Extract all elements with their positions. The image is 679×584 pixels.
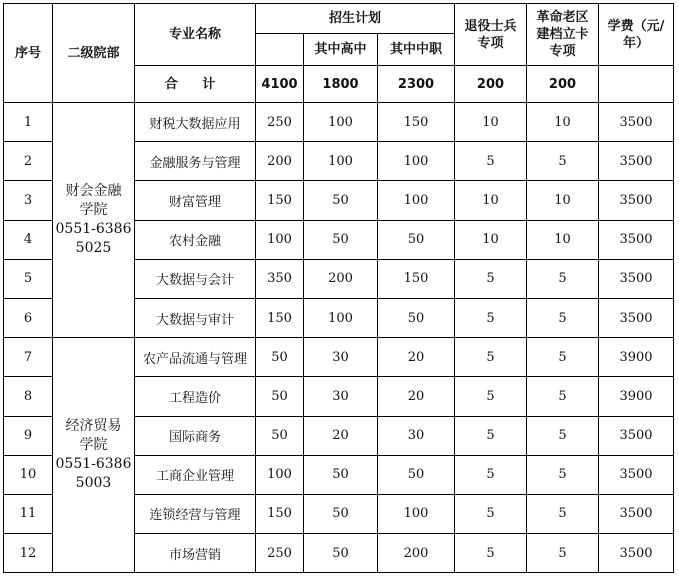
table-row <box>4 338 674 377</box>
total-high: 1800 <box>304 66 378 103</box>
row-voc: 200 <box>378 534 455 573</box>
row-revolution: 10 <box>527 181 599 220</box>
row-major: 财税大数据应用 <box>135 103 256 142</box>
row-major: 财富管理 <box>135 181 256 220</box>
total-revolution: 200 <box>527 66 599 103</box>
header-major: 专业名称 <box>135 4 256 66</box>
row-voc: 150 <box>378 103 455 142</box>
total-label: 合 计 <box>135 66 256 103</box>
row-major: 大数据与会计 <box>135 259 256 298</box>
row-revolution: 5 <box>527 494 599 533</box>
header-fee: 学费（元/ 年） <box>599 4 674 66</box>
row-plan: 150 <box>256 181 304 220</box>
header-dept: 二级院部 <box>53 4 135 103</box>
row-major: 市场营销 <box>135 534 256 573</box>
row-fee: 3900 <box>599 377 674 416</box>
row-voc: 50 <box>378 298 455 337</box>
row-veteran: 5 <box>455 494 527 533</box>
dept-trade: 经济贸易 学院 0551-6386 5003 <box>53 338 135 573</box>
row-veteran: 5 <box>455 416 527 455</box>
header-plan-high: 其中高中 <box>304 34 378 66</box>
row-fee: 3500 <box>599 455 674 494</box>
row-revolution: 5 <box>527 142 599 181</box>
row-plan: 50 <box>256 416 304 455</box>
row-plan: 200 <box>256 142 304 181</box>
row-plan: 250 <box>256 103 304 142</box>
row-plan: 100 <box>256 220 304 259</box>
row-revolution: 5 <box>527 259 599 298</box>
row-major: 农村金融 <box>135 220 256 259</box>
row-voc: 100 <box>378 142 455 181</box>
row-plan: 350 <box>256 259 304 298</box>
row-voc: 50 <box>378 220 455 259</box>
row-revolution: 5 <box>527 416 599 455</box>
row-veteran: 5 <box>455 377 527 416</box>
header-veteran: 退役士兵 专项 <box>455 4 527 66</box>
row-no: 7 <box>4 338 53 377</box>
row-no: 9 <box>4 416 53 455</box>
row-voc: 30 <box>378 416 455 455</box>
row-no: 2 <box>4 142 53 181</box>
table-row <box>4 103 674 142</box>
row-major: 金融服务与管理 <box>135 142 256 181</box>
row-plan: 150 <box>256 494 304 533</box>
row-high: 50 <box>304 455 378 494</box>
row-voc: 100 <box>378 494 455 533</box>
row-fee: 3900 <box>599 338 674 377</box>
row-high: 200 <box>304 259 378 298</box>
row-fee: 3500 <box>599 142 674 181</box>
row-high: 50 <box>304 494 378 533</box>
total-veteran: 200 <box>455 66 527 103</box>
header-revolution: 革命老区 建档立卡 专项 <box>527 4 599 66</box>
table-body <box>4 103 674 573</box>
row-voc: 100 <box>378 181 455 220</box>
row-voc: 50 <box>378 455 455 494</box>
row-revolution: 5 <box>527 377 599 416</box>
row-fee: 3500 <box>599 494 674 533</box>
row-voc: 20 <box>378 377 455 416</box>
row-veteran: 5 <box>455 455 527 494</box>
row-veteran: 5 <box>455 338 527 377</box>
row-fee: 3500 <box>599 534 674 573</box>
row-plan: 50 <box>256 377 304 416</box>
row-voc: 20 <box>378 338 455 377</box>
row-no: 10 <box>4 455 53 494</box>
row-fee: 3500 <box>599 298 674 337</box>
row-fee: 3500 <box>599 181 674 220</box>
header-plan: 招生计划 <box>256 4 455 34</box>
row-major: 工商企业管理 <box>135 455 256 494</box>
row-fee: 3500 <box>599 259 674 298</box>
row-no: 4 <box>4 220 53 259</box>
row-veteran: 10 <box>455 103 527 142</box>
row-major: 国际商务 <box>135 416 256 455</box>
row-high: 50 <box>304 220 378 259</box>
enrollment-plan-table <box>3 3 674 573</box>
row-plan: 50 <box>256 338 304 377</box>
row-voc: 150 <box>378 259 455 298</box>
row-no: 3 <box>4 181 53 220</box>
row-no: 1 <box>4 103 53 142</box>
row-no: 12 <box>4 534 53 573</box>
row-high: 100 <box>304 142 378 181</box>
total-fee-blank <box>599 66 674 103</box>
row-plan: 150 <box>256 298 304 337</box>
row-high: 30 <box>304 377 378 416</box>
row-veteran: 5 <box>455 142 527 181</box>
row-fee: 3500 <box>599 103 674 142</box>
row-no: 5 <box>4 259 53 298</box>
row-veteran: 10 <box>455 181 527 220</box>
row-revolution: 10 <box>527 103 599 142</box>
row-no: 8 <box>4 377 53 416</box>
header-no: 序号 <box>4 4 53 103</box>
row-plan: 100 <box>256 455 304 494</box>
row-revolution: 5 <box>527 455 599 494</box>
row-no: 11 <box>4 494 53 533</box>
row-fee: 3500 <box>599 220 674 259</box>
row-high: 50 <box>304 181 378 220</box>
row-plan: 250 <box>256 534 304 573</box>
header-plan-total-blank <box>256 34 304 66</box>
header-plan-voc: 其中中职 <box>378 34 455 66</box>
row-high: 30 <box>304 338 378 377</box>
row-high: 20 <box>304 416 378 455</box>
row-high: 100 <box>304 298 378 337</box>
row-revolution: 5 <box>527 534 599 573</box>
row-veteran: 5 <box>455 298 527 337</box>
row-major: 工程造价 <box>135 377 256 416</box>
row-revolution: 5 <box>527 338 599 377</box>
header-row-1 <box>4 4 674 34</box>
dept-finance: 财会金融 学院 0551-6386 5025 <box>53 103 135 338</box>
row-veteran: 5 <box>455 259 527 298</box>
row-major: 大数据与审计 <box>135 298 256 337</box>
row-revolution: 5 <box>527 298 599 337</box>
row-high: 50 <box>304 534 378 573</box>
row-veteran: 5 <box>455 534 527 573</box>
row-fee: 3500 <box>599 416 674 455</box>
row-major: 农产品流通与管理 <box>135 338 256 377</box>
total-voc: 2300 <box>378 66 455 103</box>
row-revolution: 10 <box>527 220 599 259</box>
total-plan: 4100 <box>256 66 304 103</box>
row-no: 6 <box>4 298 53 337</box>
row-major: 连锁经营与管理 <box>135 494 256 533</box>
row-veteran: 10 <box>455 220 527 259</box>
row-high: 100 <box>304 103 378 142</box>
